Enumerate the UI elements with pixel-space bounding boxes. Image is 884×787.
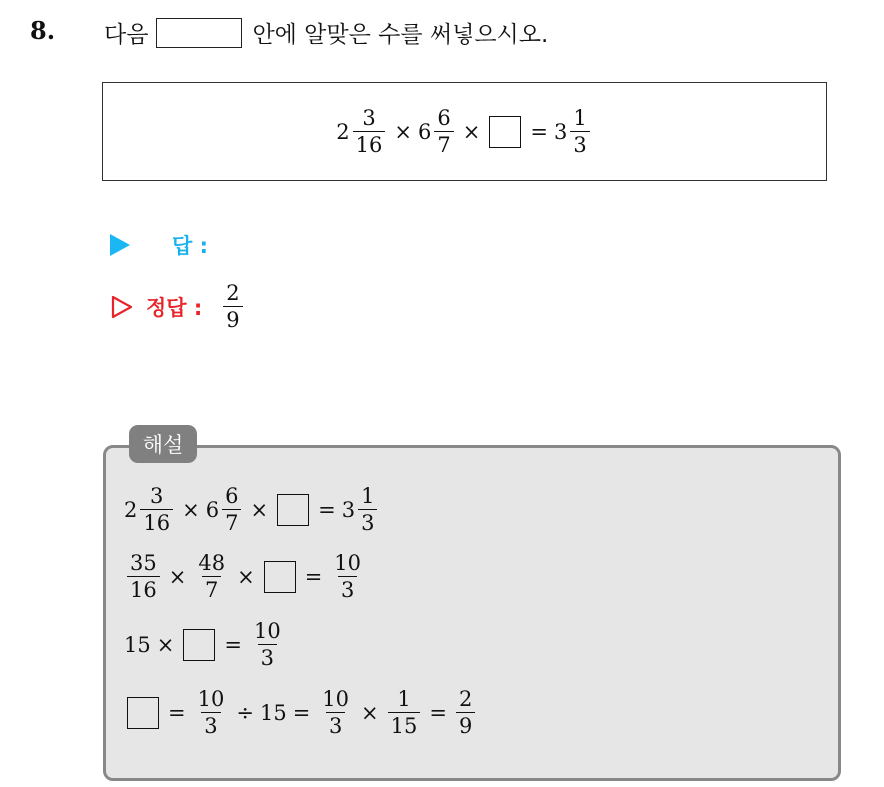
equals-sign: =	[292, 700, 311, 725]
times-operator: ×	[156, 632, 175, 657]
numerator: 6	[225, 484, 239, 508]
fraction	[570, 107, 589, 156]
numerator: 1	[361, 484, 375, 508]
fraction	[140, 485, 173, 534]
whole-part: 3	[341, 497, 356, 522]
fraction	[353, 107, 386, 156]
times-operator: ×	[394, 119, 412, 144]
numerator: 10	[322, 687, 350, 711]
denominator: 16	[127, 576, 160, 601]
question-text-before: 다음	[104, 22, 149, 48]
times-operator: ×	[237, 564, 255, 589]
whole-part: 3	[553, 119, 568, 144]
denominator: 3	[201, 712, 220, 737]
denominator: 9	[223, 306, 242, 331]
numerator: 48	[198, 551, 226, 575]
fraction	[251, 620, 284, 669]
times-operator: ×	[182, 497, 200, 522]
play-triangle-icon	[110, 234, 130, 256]
mixed-number	[206, 485, 245, 534]
answer-row	[110, 230, 208, 260]
fraction	[127, 552, 160, 601]
whole-part: 2	[336, 119, 350, 144]
fraction	[388, 688, 421, 737]
numerator: 10	[334, 551, 362, 575]
question-text	[104, 16, 548, 49]
numerator: 35	[130, 551, 157, 575]
blank-square	[264, 561, 296, 593]
numerator: 6	[437, 105, 451, 130]
blank-square	[489, 116, 521, 148]
denominator: 7	[222, 509, 241, 534]
fraction	[195, 688, 228, 737]
question-number: 8.	[30, 16, 56, 45]
numerator: 3	[150, 484, 164, 508]
times-operator: ×	[361, 700, 379, 725]
divide-operator: ÷	[236, 700, 254, 725]
mixed-number	[336, 107, 388, 156]
blank-box	[156, 18, 242, 48]
denominator: 3	[358, 509, 377, 534]
solution-line-4	[124, 688, 478, 737]
denominator: 9	[456, 712, 475, 737]
equals-sign: =	[530, 119, 548, 144]
numerator: 10	[197, 687, 225, 711]
whole-part: 6	[205, 497, 220, 522]
denominator: 7	[202, 576, 221, 601]
times-operator: ×	[462, 119, 481, 144]
numerator: 10	[253, 619, 281, 643]
solution-line-3	[124, 620, 287, 669]
problem-box	[102, 82, 827, 181]
correct-answer-row	[110, 282, 246, 331]
whole-part: 6	[418, 119, 432, 144]
blank-square	[183, 629, 215, 661]
numerator: 2	[226, 281, 240, 305]
mixed-number	[418, 107, 457, 156]
fraction	[358, 485, 377, 534]
denominator: 16	[353, 131, 386, 156]
whole-part: 2	[124, 497, 138, 522]
fraction	[195, 552, 228, 601]
denominator: 3	[570, 131, 589, 156]
denominator: 3	[338, 576, 357, 601]
problem-equation	[336, 107, 592, 156]
equals-sign: =	[318, 497, 336, 522]
blank-square	[277, 494, 309, 526]
mixed-number	[554, 107, 593, 156]
fraction	[456, 688, 475, 737]
fraction	[222, 485, 241, 534]
fraction	[331, 552, 364, 601]
denominator: 3	[258, 644, 277, 669]
question-text-after: 안에 알맞은 수를 써넣으시오.	[252, 22, 549, 48]
correct-value	[220, 282, 245, 331]
correct-label: 정답 :	[146, 295, 203, 320]
denominator: 7	[434, 131, 453, 156]
denominator: 16	[140, 509, 173, 534]
denominator: 15	[388, 712, 421, 737]
solution-tab: 해설	[129, 425, 197, 463]
numerator: 3	[362, 105, 376, 130]
numerator: 1	[573, 105, 587, 130]
numerator: 2	[458, 687, 473, 711]
numerator: 1	[397, 687, 411, 711]
fraction	[319, 688, 352, 737]
solution-line-2	[124, 552, 367, 601]
outline-triangle-icon	[110, 294, 134, 320]
mixed-number	[342, 485, 381, 534]
fraction	[223, 282, 242, 331]
times-operator: ×	[168, 564, 187, 589]
coefficient: 15	[124, 632, 151, 657]
equals-sign: =	[304, 564, 323, 589]
solution-line-1	[124, 485, 380, 534]
equals-sign: =	[168, 700, 186, 725]
denominator: 3	[326, 712, 345, 737]
mixed-number	[124, 485, 176, 534]
divisor: 15	[259, 700, 287, 725]
times-operator: ×	[250, 497, 269, 522]
equals-sign: =	[429, 700, 447, 725]
fraction	[434, 107, 453, 156]
equals-sign: =	[224, 632, 242, 657]
answer-label: 답 :	[172, 234, 208, 258]
blank-square	[127, 697, 159, 729]
